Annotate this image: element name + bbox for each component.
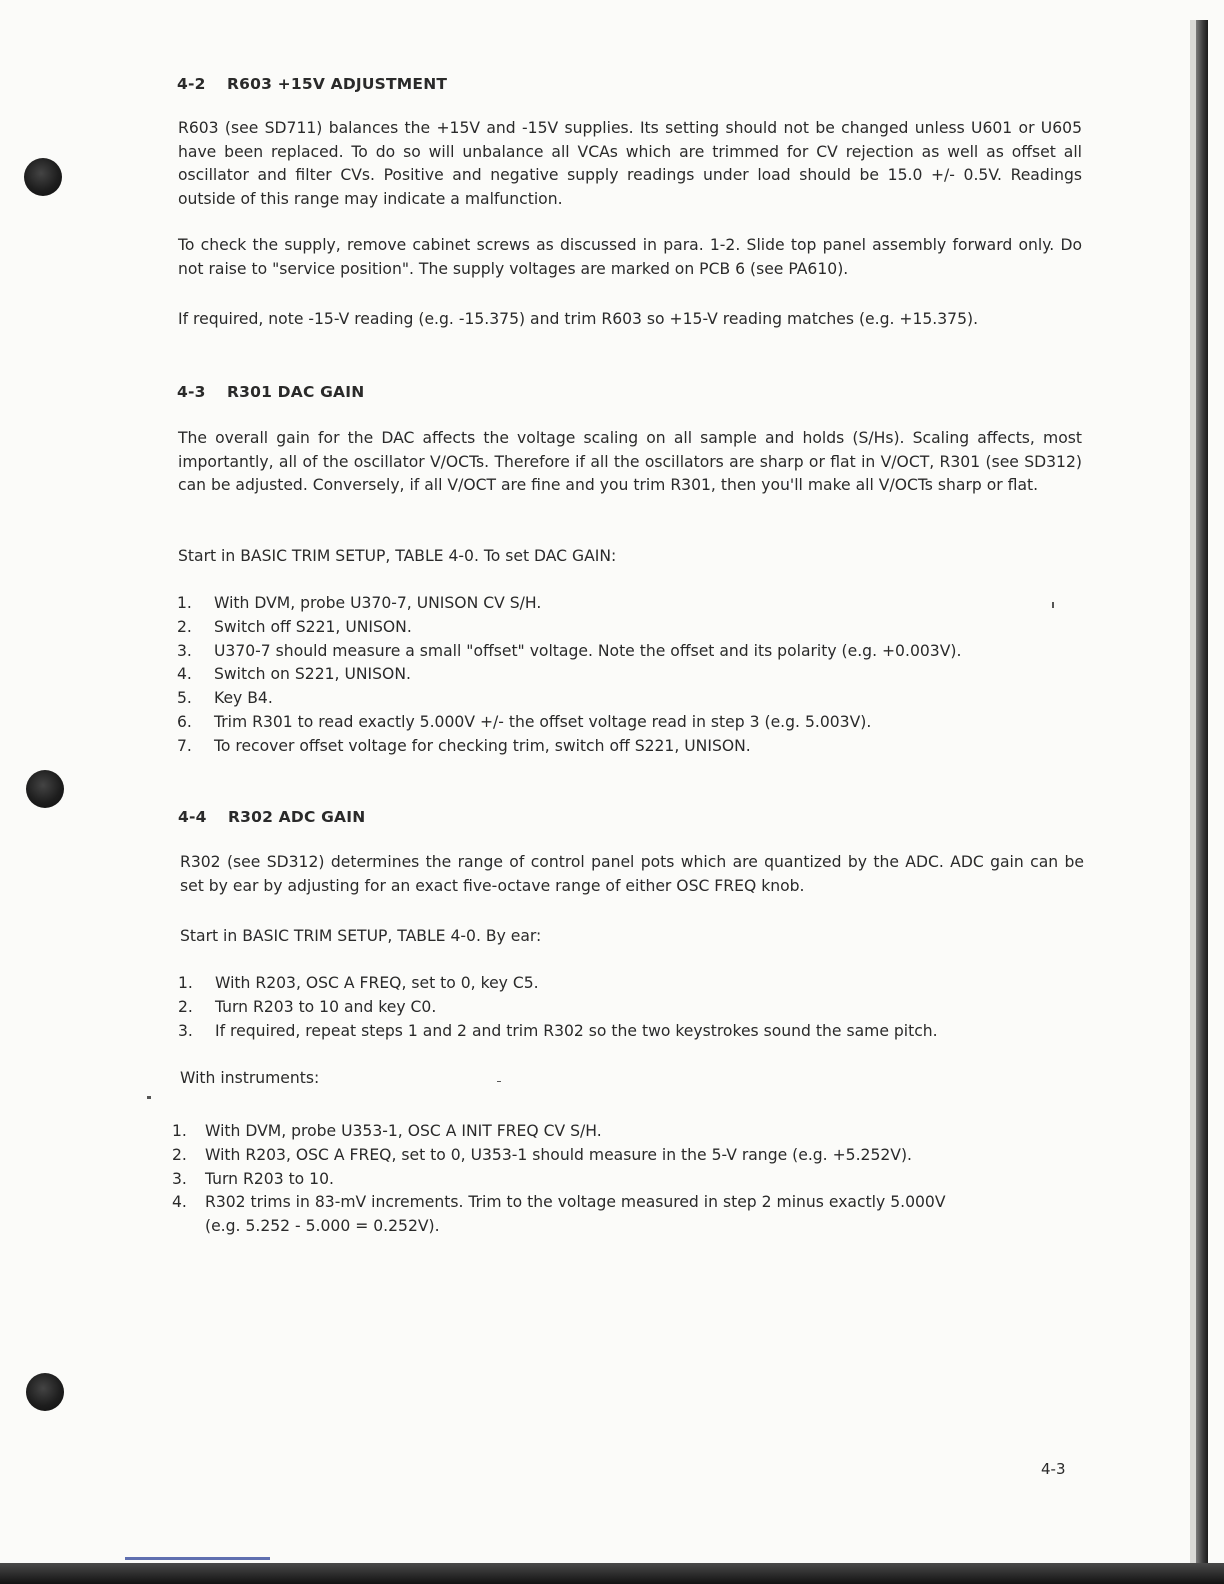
section-number: 4-2: [177, 75, 206, 93]
paragraph-dac-gain-description: The overall gain for the DAC affects the voltage scaling on all sample and holds (S/Hs). Scaling affects, most importantly, all of the oscillator V/OCTs. Therefore if all the oscillators are sharp or flat in V/OCT, R301 (see SD312) can be adjusted. Conversely, if all V/OCT are fine and you trim R301, then you'll make all V/OCTs sharp or flat.: [178, 429, 1082, 494]
section-title: R302 ADC GAIN: [228, 808, 366, 826]
paragraph-trim-r603: If required, note -15-V reading (e.g. -15.375) and trim R603 so +15-V reading matches (e.g. +15.375).: [178, 310, 979, 328]
section-heading-4-4: [178, 806, 365, 830]
paragraph-check-supply: To check the supply, remove cabinet screws as discussed in para. 1-2. Slide top panel assembly forward only. Do not raise to "service position". The supply voltages are marked on PCB 6 (see PA610).: [178, 236, 1082, 278]
section-title: R301 DAC GAIN: [227, 383, 365, 401]
section-heading-4-3: [177, 381, 364, 405]
paragraph-adc-gain-description: R302 (see SD312) determines the range of control panel pots which are quantized by the ADC. ADC gain can be set by ear by adjusting for an exact five-octave range of either OSC FREQ knob.: [180, 853, 1084, 895]
section-heading-4-2: [177, 73, 447, 97]
section-number: 4-4: [178, 808, 207, 826]
page-number: 4-3: [1041, 1460, 1066, 1478]
document-content: 4-2 R603 +15V ADJUSTMENT R603 (see SD711) balances the +15V and -15V supplies. Its setting should not be changed unless U601 or U605 have been replaced. To do so will unbalance all VCAs which are trimmed for CV rejection as well as offset all oscillator and filter CVs. Positive and negative supply readings under load should be 15.0 +/- 0.5V. Readings outside of this range may indicate a malfunction. To check the supply, remove cabinet screws as discussed in para. 1-2. Slide top panel assembly forward only. Do not raise to "service position". The supply voltages are marked on PCB 6 (see PA610). If required, note -15-V reading (e.g. -15.375) and trim R603 so +15-V reading matches (e.g. +15.375). 4-3 R301 DAC GAIN The overall gain for the DAC affects the voltage scaling on all sample and holds (S/Hs). Scaling affects, most importantly, all of the oscillator V/OCTs. Therefore if all the oscillators are sharp or flat in V/OCT, R301 (see SD312) can be adjusted. Conversely, if all V/OCT are fine and you trim R301, then you'll make all V/OCTs sharp or flat. Start in BASIC TRIM SETUP, TABLE 4-0. To set DAC GAIN: 1. With DVM, probe U370-7, UNISON CV S/H. 2. Switch off S221, UNISON. 3. U370-7 should measure a small "offset" voltage. Note the offset and its polarity (e.g. +0.003V). 4. Switch on S221, UNISON. 5. Key B4. 6. Trim R301 to read exactly 5.000V +/- the offset voltage read in step 3 (e.g. 5.003V). 7. To recover offset voltage for checking trim, switch off S221, UNISON. 4-4 R302 ADC GAIN R302 (see SD312) determines the range of control panel pots which are quantized by the ADC. ADC gain can be set by ear by adjusting for an exact five-octave range of either OSC FREQ knob. Start in BASIC TRIM SETUP, TABLE 4-0. By ear: 1. With R203, OSC A FREQ, set to 0, key C5. 2. Turn R203 to 10 and key C0. 3. If required, repeat steps 1 and 2 and trim R302 so the two keystrokes sound the same pitch. With instruments: 1. With DVM, probe U353-1, OSC A INIT FREQ CV S/H. 2. With R203, OSC A FREQ, set to 0, U353-1 should measure in the 5-V range (e.g. +5.252V). 3. Turn R203 to 10. 4. R302 trims in 83-mV increments. Trim to the voltage measured in step 2 minus exactly 5.000V (e.g. 5.252 - 5.000 = 0.252V). 4-3: [0, 0, 1224, 1584]
paragraph-r603-description: R603 (see SD711) balances the +15V and -15V supplies. Its setting should not be changed unless U601 or U605 have been replaced. To do so will unbalance all VCAs which are trimmed for CV rejection as well as offset all oscillator and filter CVs. Positive and negative supply readings under load should be 15.0 +/- 0.5V. Readings outside of this range may indicate a malfunction.: [178, 119, 1082, 208]
section-number: 4-3: [177, 383, 206, 401]
paragraph-adc-setup: Start in BASIC TRIM SETUP, TABLE 4-0. By ear:: [180, 927, 542, 945]
instruments-label: With instruments:: [180, 1069, 320, 1087]
list-item-continuation: (e.g. 5.252 - 5.000 = 0.252V).: [205, 1217, 440, 1235]
paragraph-dac-setup: Start in BASIC TRIM SETUP, TABLE 4-0. To set DAC GAIN:: [178, 547, 617, 565]
section-title: R603 +15V ADJUSTMENT: [227, 75, 448, 93]
